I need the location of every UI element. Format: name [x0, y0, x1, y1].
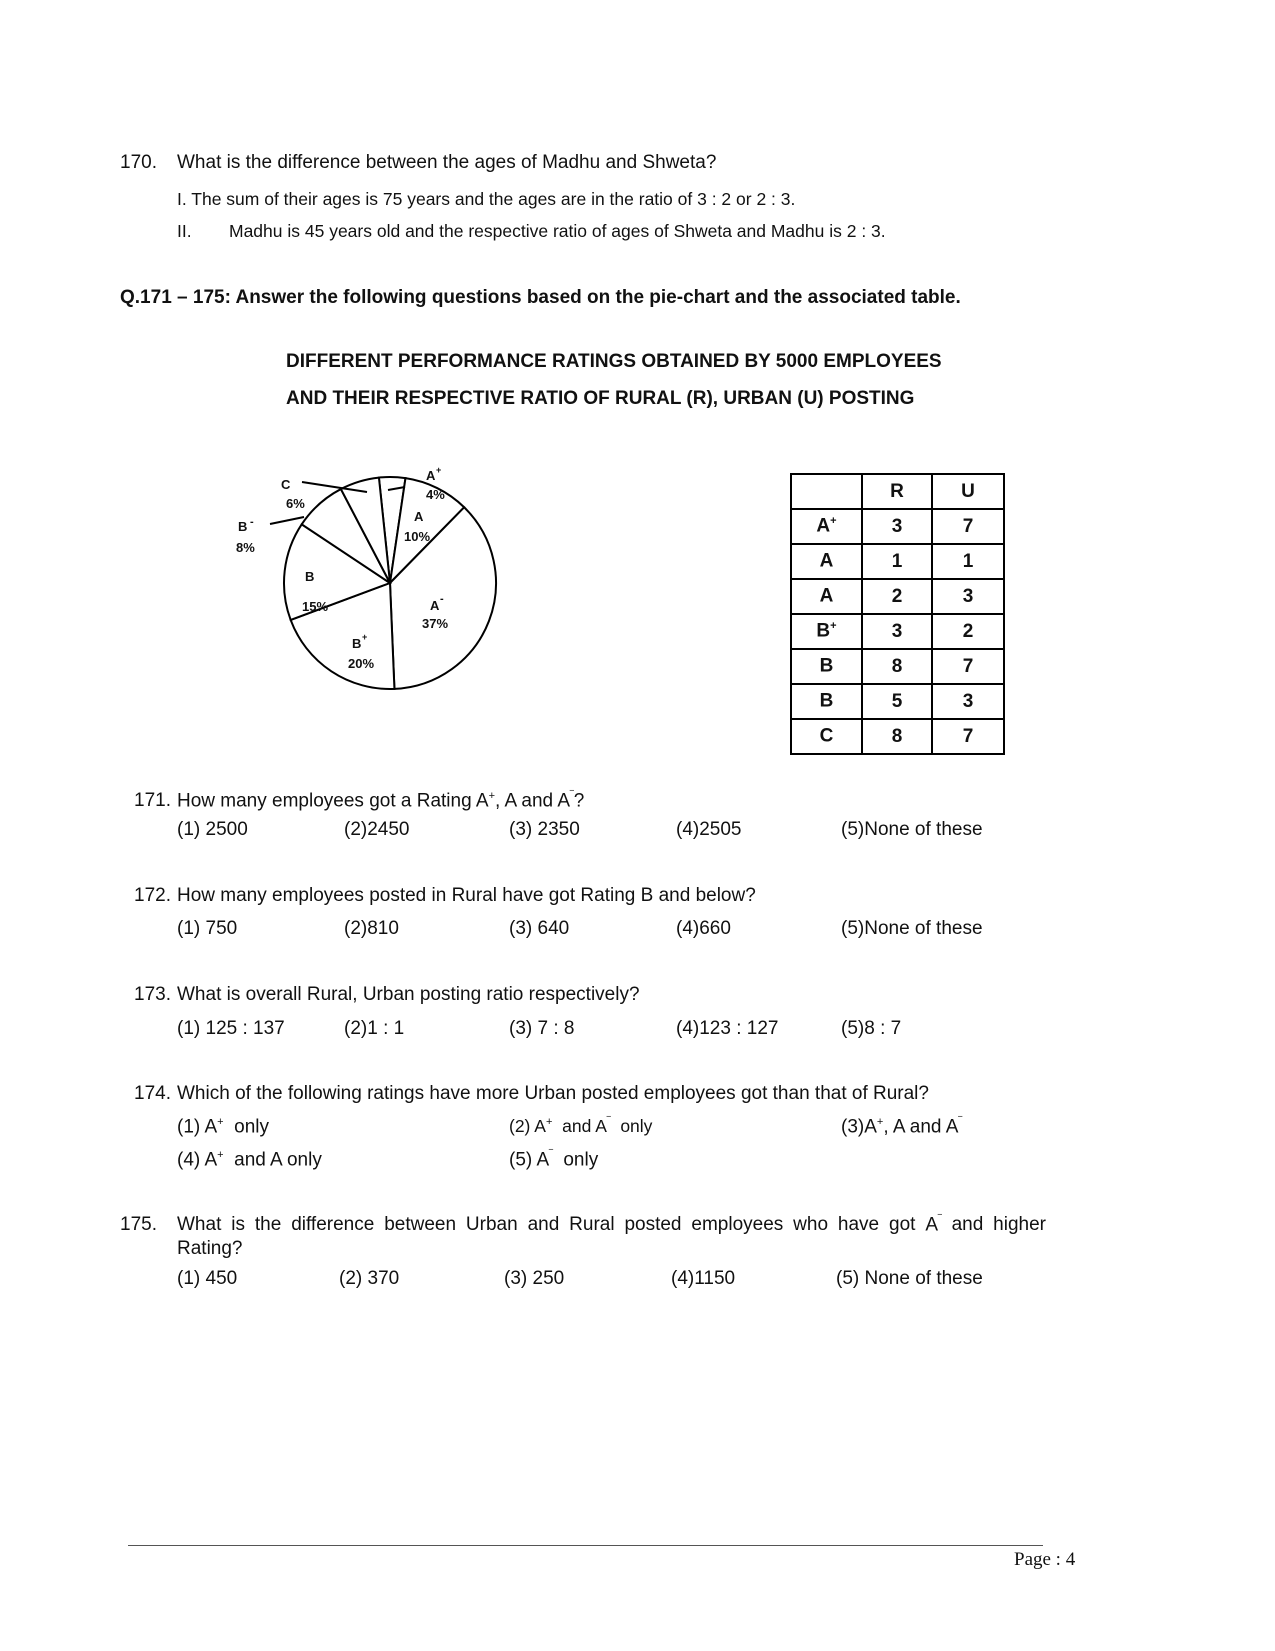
table-cell-u: 7: [932, 649, 1004, 684]
pie-pct-c: 6%: [286, 496, 305, 511]
table-cell-rating: B: [791, 684, 862, 719]
table-cell-u: 2: [932, 614, 1004, 649]
pie-sup-aminus: -: [440, 593, 444, 605]
q171-option-3[interactable]: (3) 2350: [509, 819, 580, 840]
pie-pct-aminus: 37%: [422, 616, 449, 631]
q171-option-1[interactable]: (1) 2500: [177, 819, 248, 840]
table-row: [791, 684, 1004, 719]
table-cell-r: 3: [862, 509, 932, 544]
table-row: [791, 719, 1004, 754]
q174-option-3[interactable]: (3)A+, A and A‾: [841, 1116, 963, 1138]
pie-sup-bminus: -: [250, 516, 254, 528]
table-cell-rating: B: [791, 649, 862, 684]
q172-option-2[interactable]: (2)810: [344, 918, 399, 939]
table-cell-r: 3: [862, 614, 932, 649]
pie-leader-bminus: [270, 517, 304, 524]
pie-pct-a: 10%: [404, 529, 431, 544]
q173-option-1[interactable]: (1) 125 : 137: [177, 1018, 285, 1039]
q174-option-1[interactable]: (1) A+ only: [177, 1116, 269, 1138]
q172-option-4[interactable]: (4)660: [676, 918, 731, 939]
q175-option-4[interactable]: (4)1150: [671, 1268, 736, 1289]
pie-label-b: B: [305, 569, 315, 584]
q172-text: How many employees posted in Rural have got Rating B and below?: [177, 885, 756, 906]
q175-option-2[interactable]: (2) 370: [339, 1268, 400, 1289]
page-number: Page : 4: [1014, 1549, 1076, 1570]
table-cell-rating: C: [791, 719, 862, 754]
q172-number: 172.: [134, 885, 171, 906]
table-cell-rating: A: [791, 579, 862, 614]
q170-statement-2-label: II.: [177, 221, 192, 241]
pie-sup-aplus: +: [436, 465, 442, 475]
table-header-row: [791, 474, 1004, 509]
q170-text: What is the difference between the ages of Madhu and Shweta?: [177, 152, 717, 173]
q173-option-5[interactable]: (5)8 : 7: [841, 1018, 902, 1039]
pie-pct-aplus: 4%: [426, 487, 445, 502]
table-row: [791, 509, 1004, 544]
pie-label-bplus: B: [352, 636, 362, 651]
pie-label-bminus: B: [238, 519, 248, 534]
table-cell-r: 8: [862, 649, 932, 684]
pie-label-c: C: [281, 477, 291, 492]
q173-option-2[interactable]: (2)1 : 1: [344, 1018, 405, 1039]
q175-option-1[interactable]: (1) 450: [177, 1268, 238, 1289]
pie-sup-bplus: +: [362, 632, 368, 642]
q174-number: 174.: [134, 1083, 171, 1104]
q170-statement-1: I. The sum of their ages is 75 years and the ages are in the ratio of 3 : 2 or 2 : 3.: [177, 189, 796, 209]
table-cell-r: 2: [862, 579, 932, 614]
q171-number: 171.: [134, 790, 171, 811]
q173-number: 173.: [134, 984, 171, 1005]
table-cell-u: 3: [932, 579, 1004, 614]
table-row: [791, 579, 1004, 614]
pie-pct-bminus: 8%: [236, 540, 255, 555]
performance-pie-chart: [236, 465, 500, 710]
pie-label-aplus: A: [426, 468, 436, 483]
pie-slices: [284, 477, 496, 689]
figure-title-line-2: AND THEIR RESPECTIVE RATIO OF RURAL (R), URBAN (U) POSTING: [286, 388, 915, 409]
figure-title-line-1: DIFFERENT PERFORMANCE RATINGS OBTAINED BY 5000 EMPLOYEES: [286, 351, 942, 372]
q170-number: 170.: [120, 152, 157, 173]
table-header-cell: U: [932, 474, 1004, 509]
q175-option-3[interactable]: (3) 250: [504, 1268, 565, 1289]
q171-text: How many employees got a Rating A+, A and A‾?: [177, 790, 585, 812]
q172-option-1[interactable]: (1) 750: [177, 918, 238, 939]
q175-text-line-2: Rating?: [177, 1238, 243, 1259]
q173-option-4[interactable]: (4)123 : 127: [676, 1018, 779, 1039]
q173-option-3[interactable]: (3) 7 : 8: [509, 1018, 575, 1039]
table-row: [791, 649, 1004, 684]
q170-statement-2: Madhu is 45 years old and the respective ratio of ages of Shweta and Madhu is 2 : 3.: [229, 221, 886, 241]
q175-number: 175.: [120, 1214, 157, 1235]
table-row: [791, 614, 1004, 649]
q172-option-5[interactable]: (5)None of these: [841, 918, 983, 939]
table-header-cell: R: [862, 474, 932, 509]
pie-label-a: A: [414, 509, 424, 524]
table-cell-rating: A: [791, 544, 862, 579]
q171-option-4[interactable]: (4)2505: [676, 819, 742, 840]
q174-option-2[interactable]: (2) A+ and A‾ only: [509, 1116, 653, 1136]
table-cell-r: 1: [862, 544, 932, 579]
q175-option-5[interactable]: (5) None of these: [836, 1268, 983, 1289]
pie-pct-bplus: 20%: [348, 656, 375, 671]
q174-option-5[interactable]: (5) A‾ only: [509, 1149, 599, 1171]
table-cell-u: 7: [932, 719, 1004, 754]
q171-option-5[interactable]: (5)None of these: [841, 819, 983, 840]
table-cell-u: 3: [932, 684, 1004, 719]
table-row: [791, 544, 1004, 579]
q171-option-2[interactable]: (2)2450: [344, 819, 410, 840]
section-heading: Q.171 – 175: Answer the following questions based on the pie-chart and the associated table.: [120, 287, 961, 308]
table-cell-r: 5: [862, 684, 932, 719]
table-cell-rating: B+: [791, 614, 862, 649]
pie-label-aminus: A: [430, 598, 440, 613]
pie-pct-b: 15%: [302, 599, 329, 614]
table-header-cell: [791, 474, 862, 509]
table-cell-u: 7: [932, 509, 1004, 544]
q175-text-line-1: What is the difference between Urban and Rural posted employees who have got A‾ and higher: [177, 1214, 1046, 1236]
table-cell-rating: A+: [791, 509, 862, 544]
q172-option-3[interactable]: (3) 640: [509, 918, 570, 939]
table-cell-r: 8: [862, 719, 932, 754]
q174-text: Which of the following ratings have more Urban posted employees got than that of Rural?: [177, 1083, 929, 1104]
rating-ratio-table: [790, 473, 1005, 755]
table-cell-u: 1: [932, 544, 1004, 579]
footer-rule: [128, 1545, 1043, 1546]
q173-text: What is overall Rural, Urban posting ratio respectively?: [177, 984, 640, 1005]
q174-option-4[interactable]: (4) A+ and A only: [177, 1149, 322, 1171]
